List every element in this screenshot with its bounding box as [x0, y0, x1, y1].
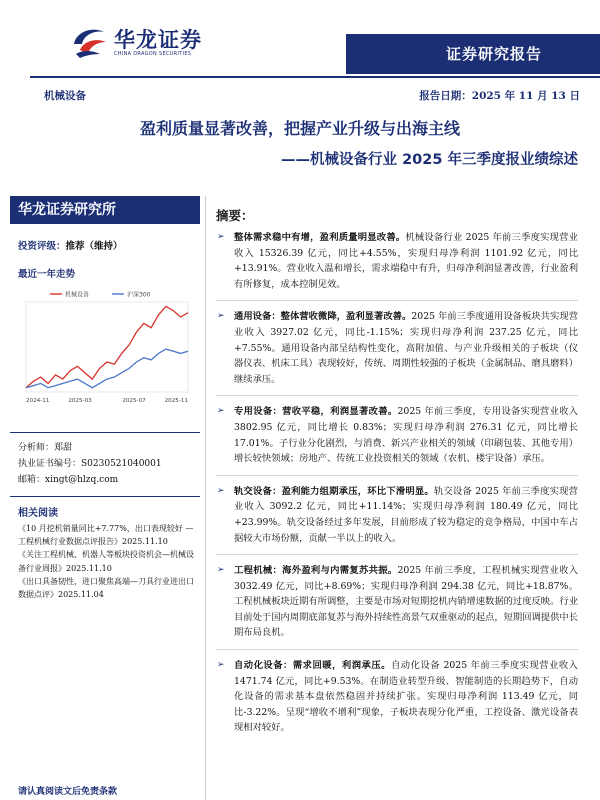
- rating-label: 投资评级：: [18, 241, 66, 252]
- abstract-point: [216, 658, 578, 736]
- trend-chart: [16, 282, 196, 412]
- point-body: 2025 年前三季度，工程机械实现营业收入 3032.49 亿元，同比+8.69%；实现归母净利润 294.38 亿元，同比+18.87%。工程机械板块近期有所调整，主要是市场对短期挖机内销增速数据的过度反映。行业目前处于国内周期底部复苏与海外持续性高景气双重驱动的起点，短期回调提供中长期布局良机。: [234, 565, 578, 639]
- abstract-point: [216, 309, 578, 387]
- report-header: [0, 0, 600, 84]
- point-lead: 专用设备：营收平稳，利润显著改善。: [234, 406, 398, 418]
- related-item[interactable]: 《关注工程机械、机器人等板块投资机会—机械设备行业周报》2025.11.10: [18, 550, 194, 573]
- analyst-name: 分析师：郑甜: [18, 443, 73, 453]
- point-divider: [216, 300, 578, 301]
- series-line-index: [26, 349, 188, 388]
- point-lead: 自动化设备：需求回暖，利润承压。: [234, 660, 391, 672]
- report-title: 盈利质量显著改善，把握产业升级与出海主线: [139, 119, 460, 138]
- point-lead: 通用设备：整体营收微降，盈利显著改善。: [234, 311, 412, 323]
- arrow-right-icon: ➢: [217, 485, 225, 496]
- related-reading-title: 相关阅读: [18, 508, 58, 519]
- disclaimer-note: 请认真阅读文后免责条款: [18, 787, 118, 797]
- arrow-right-icon: ➢: [217, 311, 225, 322]
- sidebar-title: 华龙证券研究所: [10, 196, 200, 224]
- report-date: 报告日期：2025 年 11 月 13 日: [419, 90, 580, 102]
- logo-text-cn: 华龙证券: [114, 28, 202, 52]
- logo-text-en: CHINA DRAGON SECURITIES: [114, 51, 192, 57]
- series-line-sector: [26, 306, 188, 387]
- point-body: 2025 年前三季度，专用设备实现营业收入 3802.95 亿元，同比增长 0.83%；实现归母净利润 276.31 亿元，同比增长 17.01%。子行业分化剧烈，与消费、新兴产业相关的领域（印刷包装、其他专用）增长较快领域；房地产、传统工业投资相关的领域（农机、楼宇设备）承压。: [234, 406, 578, 465]
- point-divider: [216, 554, 578, 555]
- arrow-right-icon: ➢: [217, 565, 225, 576]
- abstract-point: [216, 230, 578, 292]
- related-reading-list: [18, 522, 198, 601]
- arrow-right-icon: ➢: [217, 660, 225, 671]
- abstract-section: [216, 206, 578, 744]
- company-logo: [70, 20, 220, 66]
- arrow-right-icon: ➢: [217, 232, 225, 242]
- x-tick-label: 2025-03: [68, 398, 92, 404]
- chart-title: 最近一年走势: [18, 269, 76, 280]
- report-subtitle: ——机械设备行业 2025 年三季度报业绩综述: [281, 152, 578, 168]
- sidebar: [10, 196, 200, 800]
- related-item[interactable]: 《出口具备韧性，进口聚焦高端—刀具行业进出口数据点评》2025.11.04: [18, 576, 194, 600]
- point-body: 2025 年前三季度通用设备板块共实现营业收入 3927.02 亿元，同比-1.15%；实现归母净利润 237.25 亿元，同比+7.55%。通用设备内部呈结构性变化，高附加值、与产业升级相关的子板块（仪器仪表、机床工具）表现较好，传统、周期性较强的子板块（金属制品、磨具磨料）继续承压。: [234, 311, 578, 385]
- point-divider: [216, 649, 578, 650]
- point-body: 机械设备行业 2025 年前三季度实现营业收入 15326.39 亿元，同比+4.55%，实现归母净利润 1101.92 亿元，同比+13.91%。营业收入温和增长，需求端稳中有升，归母净利润显著改善，行业盈利有所修复，成本控制见效。: [234, 232, 578, 290]
- abstract-point: [216, 404, 578, 466]
- column-divider: [205, 196, 206, 800]
- point-divider: [216, 475, 578, 476]
- point-body: 轨交设备 2025 年前三季度实现营业收入 3092.2 亿元，同比+11.14%；实现归母净利润 180.49 亿元，同比+23.99%。轨交设备经过多年发展，目前形成了较为稳定的竞争格局，中国中车占据较大市场份额，贡献一半以上的收入。: [234, 485, 578, 544]
- abstract-title: 摘要：: [216, 208, 254, 223]
- sidebar-divider: [10, 496, 200, 497]
- x-tick-label: 2024-11: [26, 398, 50, 404]
- analyst-email: 邮箱：xingt@hlzq.com: [18, 475, 119, 485]
- abstract-point: [216, 484, 578, 546]
- rating-value: 推荐（维持）: [65, 241, 123, 252]
- legend-label: 机械设备: [65, 291, 90, 299]
- point-body: 自动化设备 2025 年前三季度实现营业收入 1471.74 亿元，同比+9.53%。在制造业转型升级、智能制造的长期趋势下，自动化设备的需求基本盘依然稳固并持续扩张。实现归母净利润 113.49 亿元，同比-3.22%。呈现“增收不增利”现象，子板块表现分化严重，工控设备、激光设备表现相对较好。: [234, 660, 578, 734]
- point-divider: [216, 395, 578, 396]
- legend-label: 沪深300: [127, 291, 151, 299]
- point-lead: 整体需求稳中有增，盈利质量明显改善。: [234, 232, 406, 243]
- header-divider: [30, 76, 600, 78]
- abstract-point: [216, 563, 578, 641]
- investment-rating: [18, 238, 123, 252]
- report-type-badge: 证券研究报告: [346, 34, 600, 74]
- x-tick-label: 2025-11: [164, 398, 188, 404]
- arrow-right-icon: ➢: [217, 406, 225, 417]
- analyst-license: 执业证书编号：S0230521040001: [18, 459, 162, 469]
- related-item[interactable]: 《10 月挖机销量同比+7.77%，出口表现较好 —工程机械行业数据点评报告》2025.11.10: [18, 524, 194, 547]
- point-lead: 工程机械：海外盈利与内需复苏共振。: [234, 565, 398, 577]
- sector-label: 机械设备: [44, 90, 86, 102]
- x-tick-label: 2025-07: [122, 398, 146, 404]
- dragon-logo-icon: [70, 24, 110, 60]
- sidebar-divider: [10, 432, 200, 433]
- point-lead: 轨交设备：盈利能力组期承压，环比下滑明显。: [234, 485, 434, 497]
